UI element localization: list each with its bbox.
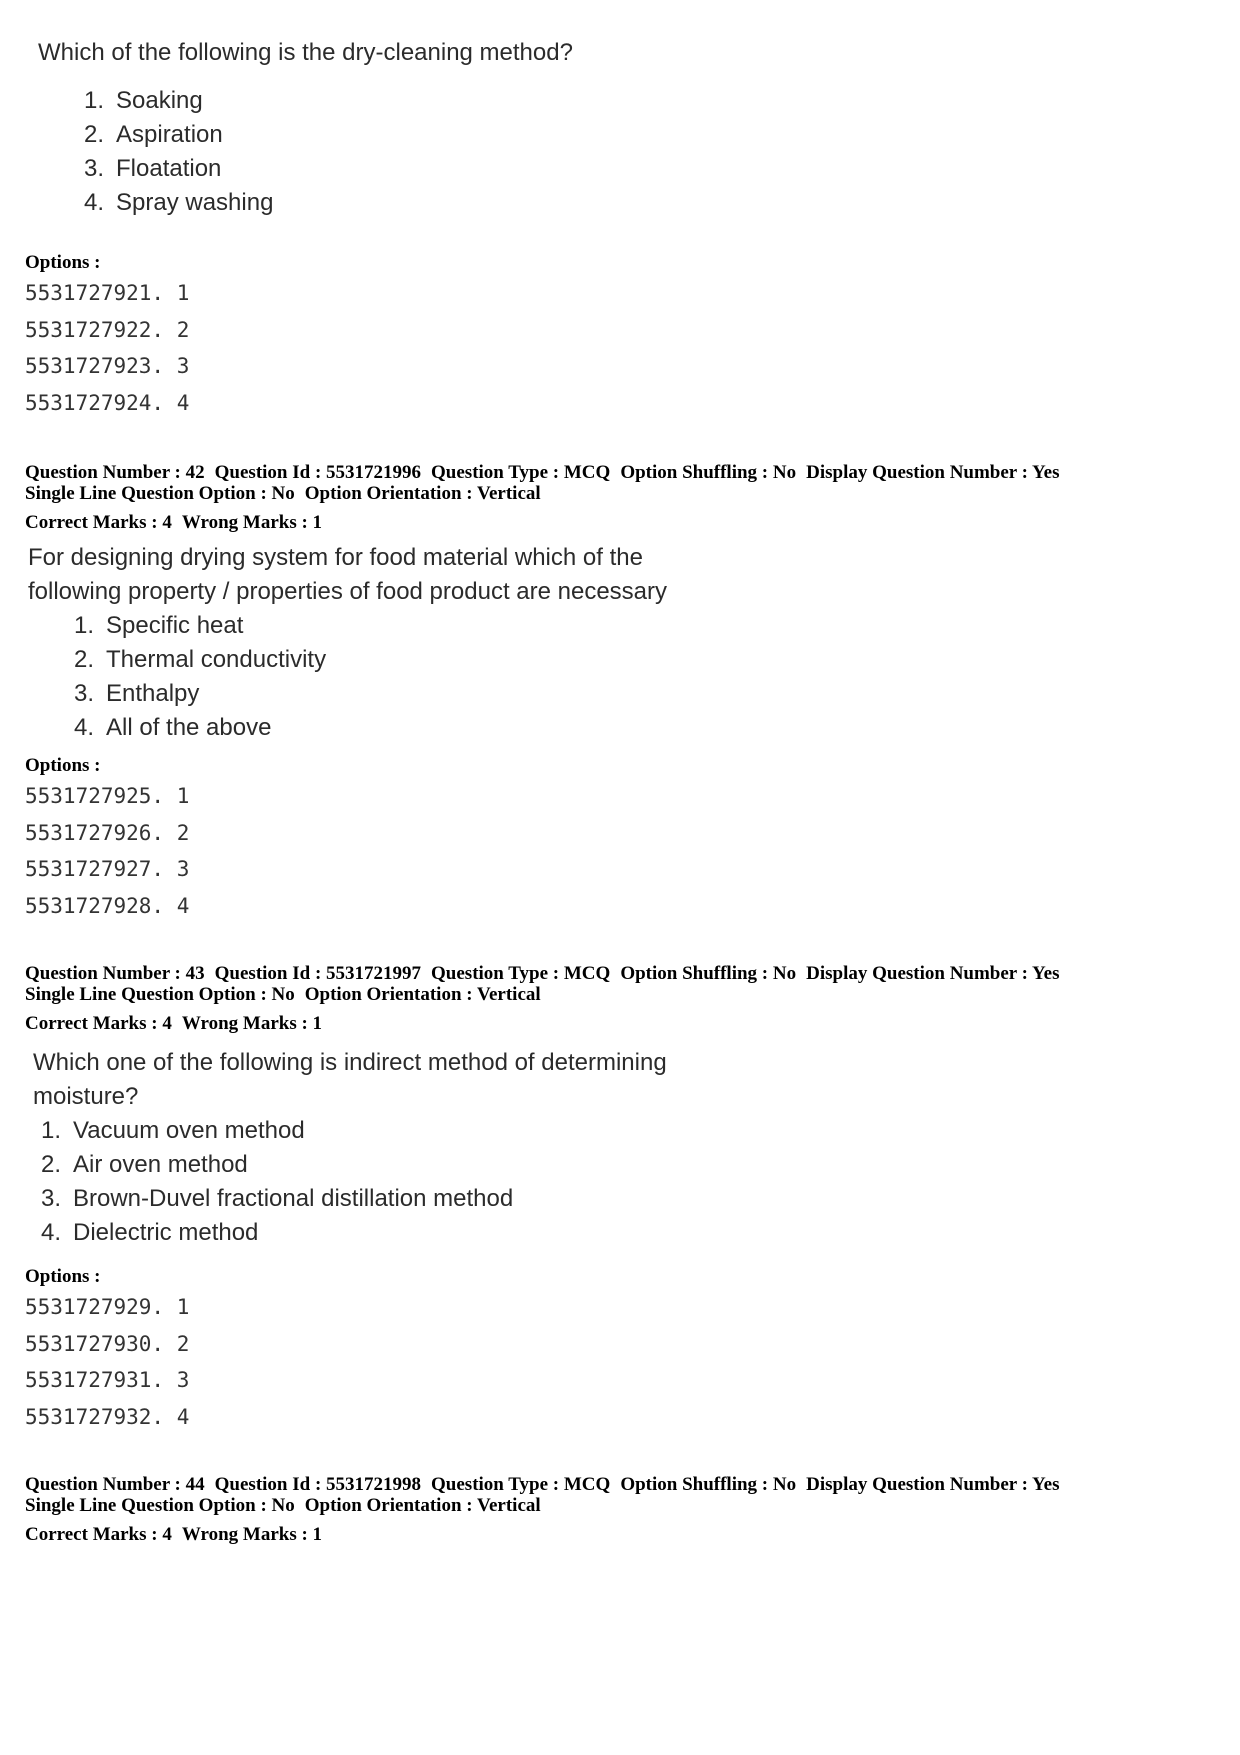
option-item[interactable]: 5531727925. 1	[25, 784, 190, 808]
choice-item: 2. Aspiration	[83, 121, 223, 148]
question-43-meta	[25, 963, 1212, 1034]
option-item[interactable]: 5531727932. 4	[25, 1404, 190, 1429]
option-item[interactable]: 5531727926. 2	[25, 820, 190, 845]
question-44-meta	[25, 1474, 1212, 1545]
option-item[interactable]: 5531727928. 4	[25, 893, 190, 918]
question-stem: For designing drying system for food material which of the	[28, 544, 643, 571]
meta-line-2: Single Line Question Option : No Option Orientation : Vertical	[25, 483, 541, 504]
option-item[interactable]: 5531727931. 3	[25, 1368, 190, 1392]
options-label: Options :	[25, 252, 101, 273]
option-item[interactable]: 5531727927. 3	[25, 857, 190, 881]
meta-line-1: Question Number : 42 Question Id : 5531721996 Question Type : MCQ Option Shuffling : No Display Question Number : Yes	[25, 462, 1060, 483]
choice-item: 2. Thermal conductivity	[73, 646, 327, 673]
marks-line: Correct Marks : 4 Wrong Marks : 1	[25, 512, 323, 533]
question-42-image	[28, 541, 667, 745]
meta-line-1: Question Number : 44 Question Id : 5531721998 Question Type : MCQ Option Shuffling : No Display Question Number : Yes	[25, 1474, 1060, 1495]
meta-line-1: Question Number : 43 Question Id : 5531721997 Question Type : MCQ Option Shuffling : No Display Question Number : Yes	[25, 963, 1060, 984]
choice-item: 1. Vacuum oven method	[40, 1117, 305, 1144]
choice-item: 4. Dielectric method	[40, 1219, 259, 1246]
choice-item: 4. Spray washing	[83, 189, 274, 216]
choice-item: 1. Specific heat	[73, 612, 244, 639]
choice-list	[23, 1114, 667, 1250]
choice-item: 2. Air oven method	[40, 1151, 248, 1178]
option-item[interactable]: 5531727930. 2	[25, 1331, 190, 1356]
marks-line: Correct Marks : 4 Wrong Marks : 1	[25, 1524, 323, 1545]
question-stem: following property / properties of food product are necessary	[28, 578, 668, 605]
question-stem: Which one of the following is indirect method of determining	[33, 1049, 667, 1076]
option-item[interactable]: 5531727922. 2	[25, 317, 190, 342]
question-42-meta	[25, 462, 1212, 533]
option-item[interactable]: 5531727923. 3	[25, 354, 190, 378]
option-list	[25, 778, 189, 924]
option-list	[25, 275, 189, 421]
meta-line-2: Single Line Question Option : No Option Orientation : Vertical	[25, 1495, 541, 1516]
marks-line: Correct Marks : 4 Wrong Marks : 1	[25, 1013, 323, 1034]
option-item[interactable]: 5531727929. 1	[25, 1295, 190, 1319]
option-list	[25, 1289, 189, 1435]
choice-list	[66, 84, 573, 220]
option-item[interactable]: 5531727921. 1	[25, 281, 190, 305]
question-stem: Which of the following is the dry-cleaning method?	[38, 39, 573, 66]
choice-item: 4. All of the above	[73, 714, 272, 741]
option-item[interactable]: 5531727924. 4	[25, 390, 190, 415]
choice-item: 1. Soaking	[83, 87, 203, 114]
choice-item: 3. Enthalpy	[73, 680, 200, 707]
question-43-image	[33, 1046, 667, 1250]
meta-line-2: Single Line Question Option : No Option Orientation : Vertical	[25, 984, 541, 1005]
options-label: Options :	[25, 1266, 101, 1287]
question-41-image	[38, 36, 573, 220]
choice-item: 3. Brown-Duvel fractional distillation method	[40, 1185, 514, 1212]
choice-list	[56, 609, 667, 745]
options-label: Options :	[25, 755, 101, 776]
choice-item: 3. Floatation	[83, 155, 222, 182]
question-stem: moisture?	[33, 1083, 139, 1110]
